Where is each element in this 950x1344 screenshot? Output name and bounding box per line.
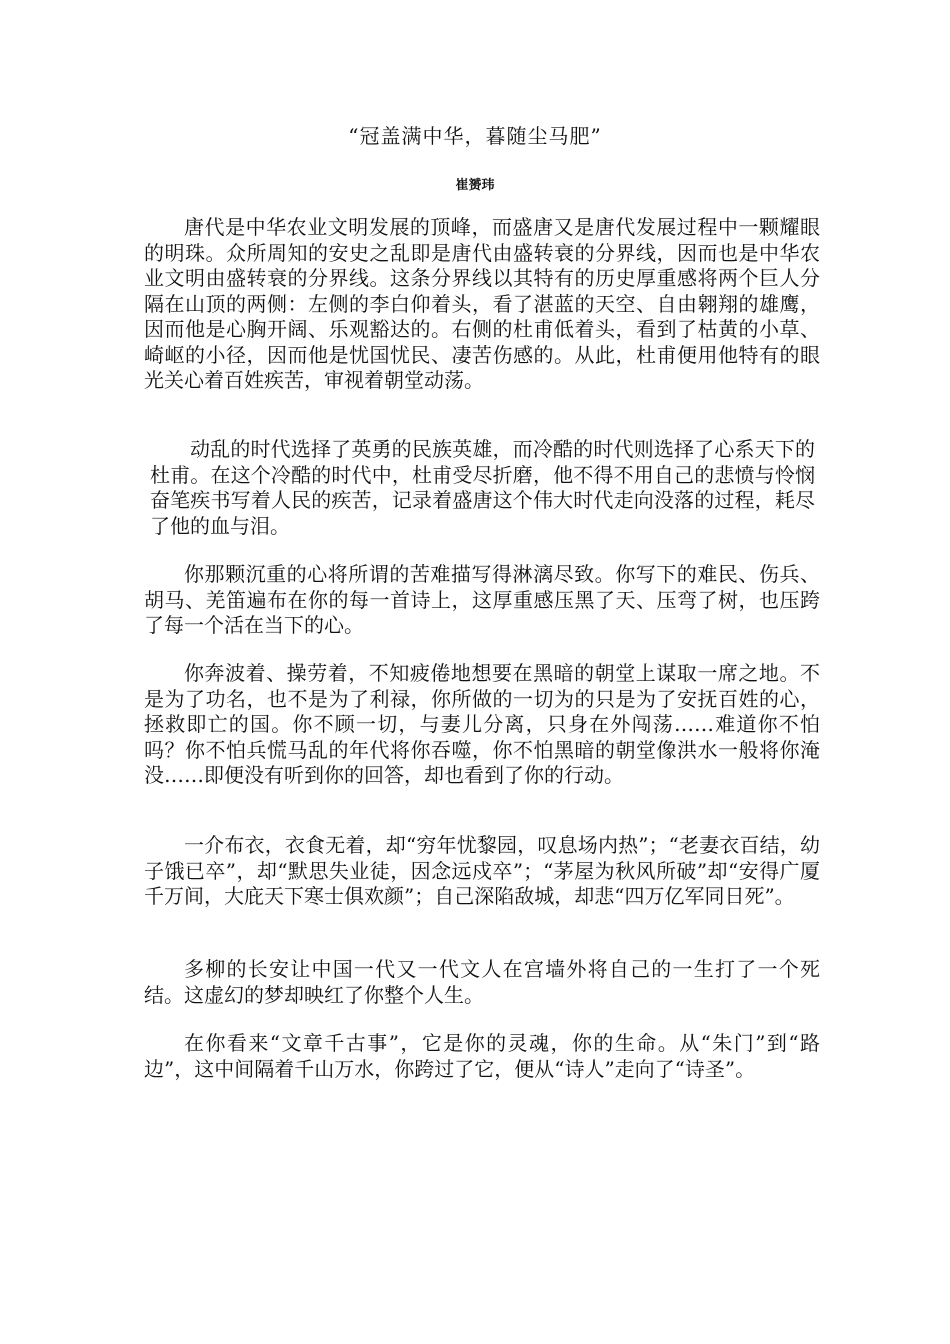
paragraph-5: 一介布衣，衣食无着，却“穷年忧黎园，叹息场内热”；“老妻衣百结，幼子饿已卒”，却“默思失业徒，因念远戍卒”；“茅屋为秋风所破”却“安得广厦千万间，大庇天下寒士俱欢颜”；自己深陷敌城，却悲“四万亿军同日死”。 <box>144 833 820 908</box>
paragraph-7: 在你看来“文章千古事”，它是你的灵魂，你的生命。从“朱门”到“路边”，这中间隔着千山万水，你跨过了它，便从“诗人”走向了“诗圣”。 <box>144 1031 820 1081</box>
paragraph-2: 动乱的时代选择了英勇的民族英雄，而冷酷的时代则选择了心系天下的杜甫。在这个冷酷的时代中，杜甫受尽折磨，他不得不用自己的悲愤与怜悯奋笔疾书写着人民的疾苦，记录着盛唐这个伟大时代走向没落的过程，耗尽了他的血与泪。 <box>150 437 815 538</box>
paragraph-4: 你奔波着、操劳着，不知疲倦地想要在黑暗的朝堂上谋取一席之地。不是为了功名，也不是为了利禄，你所做的一切为的只是为了安抚百姓的心，拯救即亡的国。你不顾一切，与妻儿分离，只身在外闯荡……难道你不怕吗？你不怕兵慌马乱的年代将你吞噬，你不怕黑暗的朝堂像洪水一般将你淹没……即便没有听到你的回答，却也看到了你的行动。 <box>144 661 820 787</box>
paragraph-6: 多柳的长安让中国一代又一代文人在宫墙外将自己的一生打了一个死结。这虚幻的梦却映红了你整个人生。 <box>144 957 820 1007</box>
paragraph-3: 你那颗沉重的心将所谓的苦难描写得淋漓尽致。你写下的难民、伤兵、胡马、羌笛遍布在你的每一首诗上，这厚重感压黑了天、压弯了树，也压跨了每一个活在当下的心。 <box>144 562 820 637</box>
paragraph-1: 唐代是中华农业文明发展的顶峰，而盛唐又是唐代发展过程中一颗耀眼的明珠。众所周知的安史之乱即是唐代由盛转衰的分界线，因而也是中华农业文明由盛转衰的分界线。这条分界线以其特有的历史厚重感将两个巨人分隔在山顶的两侧：左侧的李白仰着头，看了湛蓝的天空、自由翱翔的雄鹰，因而他是心胸开阔、乐观豁达的。右侧的杜甫低着头，看到了枯黄的小草、崎岖的小径，因而他是忧国忧民、凄苦伤感的。从此，杜甫便用他特有的眼光关心着百姓疾苦，审视着朝堂动荡。 <box>144 215 820 392</box>
document-title: “冠盖满中华，暮随尘马肥” <box>348 124 602 148</box>
document-author: 崔赟玮 <box>455 178 495 193</box>
